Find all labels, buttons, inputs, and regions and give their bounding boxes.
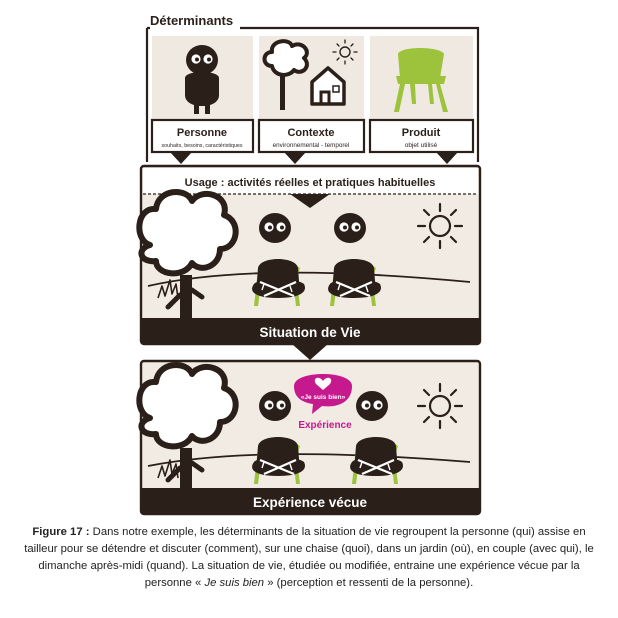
caption-label: Figure 17 : [32, 526, 90, 538]
caption-text-2: » (perception et ressenti de la personne). [264, 577, 474, 589]
card-produit-label: Produit [401, 127, 441, 139]
card-produit [370, 36, 473, 164]
experience-label: Expérience [298, 420, 352, 431]
card-personne-label: Personne [176, 127, 228, 139]
figure-caption [22, 524, 596, 592]
experience-title: Expérience vécue [252, 495, 368, 510]
experience-panel [139, 361, 480, 514]
caption-italic: Je suis bien [204, 577, 265, 589]
arrow-produit [436, 152, 458, 164]
caption-text-1: Dans notre exemple, les déterminants de la situation de vie regroupent la personne (qui) assise en tailleur pour se détendre et discuter (comment), sur une chaise (quoi), dans un jardin (où), en couple (avec qui), le dimanche après-midi (quand). La situation de vie, étudiée ou modifiée, entraine une expérience vécue par la personne « [24, 526, 594, 589]
arrow-personne [170, 152, 192, 164]
arrow-contexte [284, 152, 306, 164]
speech-bubble-text: «Je suis bien» [300, 394, 346, 401]
card-produit-sub: objet utilisé [404, 142, 438, 149]
card-personne [152, 36, 253, 164]
determinants-title: Déterminants [150, 13, 234, 28]
usage-label: Usage : activités réelles et pratiques habituelles [184, 177, 436, 189]
card-personne-sub: souhaits, besoins, caractéristiques [161, 143, 243, 149]
card-contexte-label: Contexte [287, 127, 335, 139]
situation-arrow [292, 344, 328, 360]
card-contexte [259, 36, 364, 164]
situation-panel [139, 166, 480, 360]
card-contexte-sub: environnemental - temporel [272, 142, 350, 149]
situation-title: Situation de Vie [259, 325, 361, 340]
